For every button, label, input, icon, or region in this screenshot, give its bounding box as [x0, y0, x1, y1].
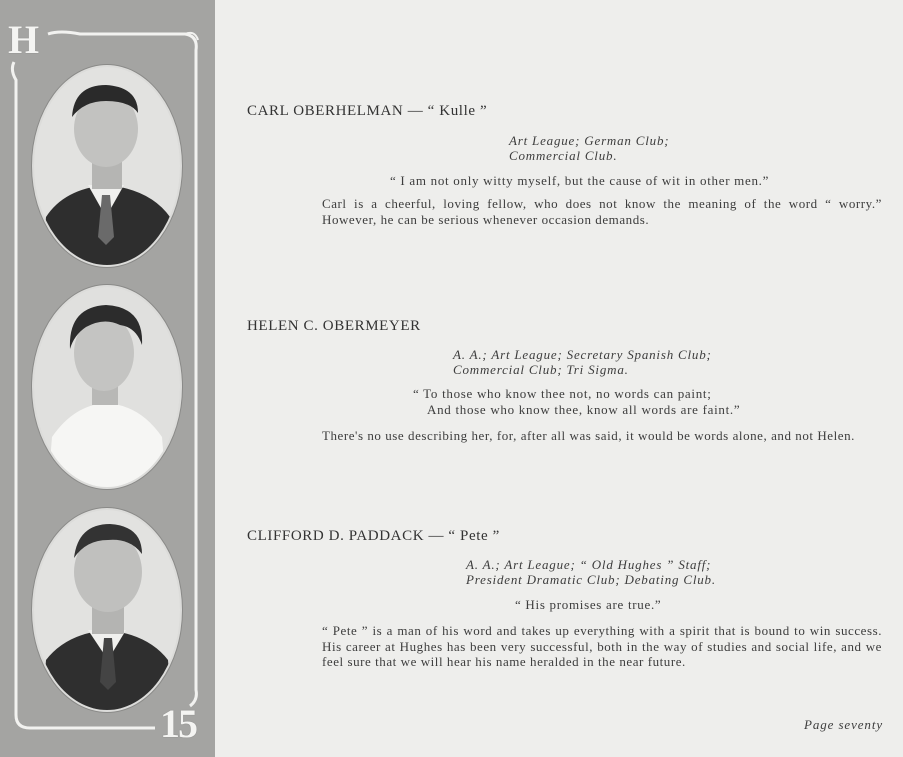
portrait-clifford-paddack — [32, 508, 182, 712]
activities-line: Art League; German Club; — [509, 133, 670, 148]
entry-carl-oberhelman — [247, 103, 887, 233]
student-description: Carl is a cheerful, loving fellow, who does not know the meaning of the word “ worry.” However, he can be serious whenever occasion demands. — [322, 196, 882, 227]
border-letter-h: H — [8, 17, 40, 62]
portrait-image — [34, 510, 180, 710]
student-name: CARL OBERHELMAN — “ Kulle ” — [247, 103, 488, 119]
student-activities — [453, 347, 712, 377]
student-quote — [390, 173, 769, 189]
student-quote — [515, 597, 661, 613]
activities-line: Commercial Club; Tri Sigma. — [453, 362, 629, 377]
activities-line: President Dramatic Club; Debating Club. — [466, 572, 716, 587]
student-name: CLIFFORD D. PADDACK — “ Pete ” — [247, 528, 500, 544]
student-activities — [466, 557, 716, 587]
student-description: “ Pete ” is a man of his word and takes up everything with a spirit that is bound to win success. His career at Hughes has been very successful, both in the way of studies and social life, and we feel sure that we will hear his name heralded in the near future. — [322, 623, 882, 669]
portrait-carl-oberhelman — [32, 65, 182, 267]
portrait-image — [34, 67, 180, 265]
portrait-strip — [0, 0, 215, 757]
activities-line: A. A.; Art League; “ Old Hughes ” Staff; — [466, 557, 712, 572]
student-description: There's no use describing her, for, after all was said, it would be words alone, and not Helen. — [322, 428, 855, 443]
quote-line: And those who know thee, know all words are faint.” — [427, 402, 741, 417]
entry-clifford-paddack — [247, 528, 887, 688]
student-name: HELEN C. OBERMEYER — [247, 318, 421, 334]
quote-line: “ His promises are true.” — [515, 597, 662, 612]
border-number-15: 15 — [160, 701, 196, 746]
student-quote — [413, 386, 740, 418]
activities-line: Commercial Club. — [509, 148, 618, 163]
portrait-image — [34, 287, 180, 487]
portrait-helen-obermeyer — [32, 285, 182, 489]
quote-line: “ To those who know thee not, no words can paint; — [413, 386, 712, 401]
student-activities — [509, 133, 669, 163]
quote-line: “ I am not only witty myself, but the cause of wit in other men.” — [390, 173, 770, 188]
activities-line: A. A.; Art League; Secretary Spanish Club; — [453, 347, 712, 362]
entry-helen-obermeyer — [247, 318, 887, 458]
page-number: Page seventy — [803, 717, 883, 732]
